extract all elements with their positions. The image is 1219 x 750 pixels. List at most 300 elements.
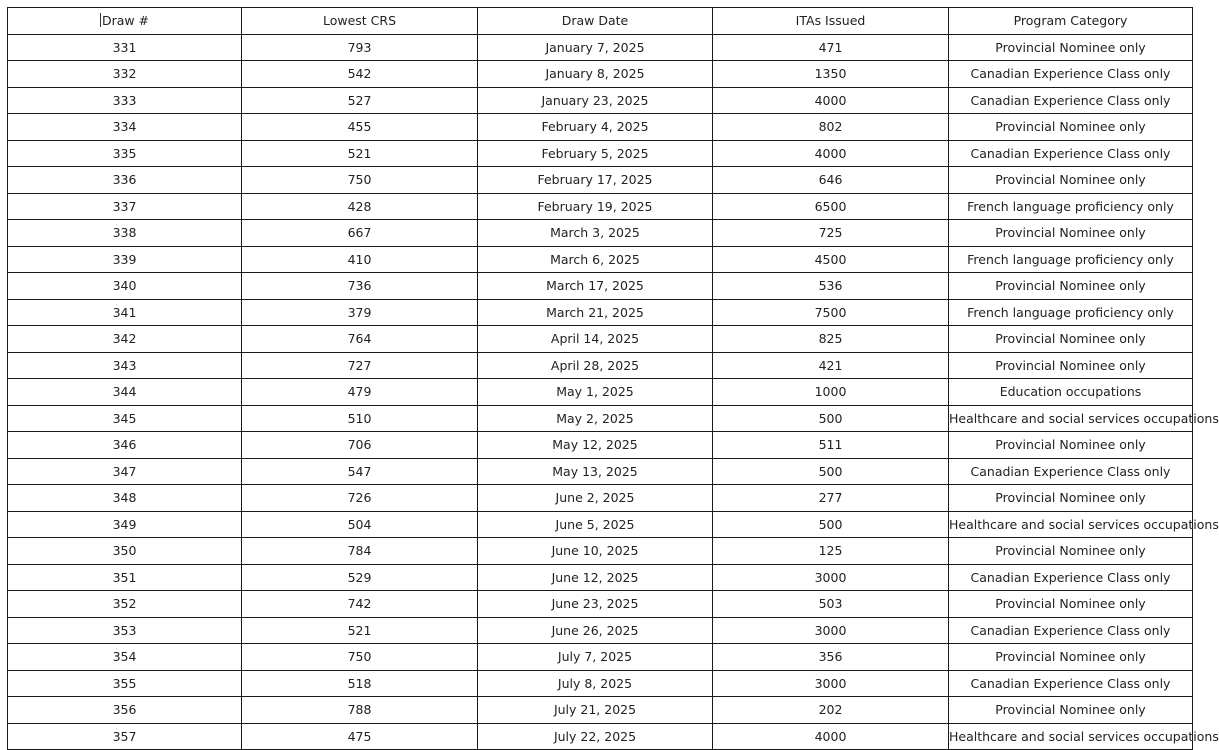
table-row[interactable] (8, 167, 1193, 194)
draw-number-cell[interactable] (8, 273, 242, 300)
itas-issued-cell[interactable] (713, 538, 949, 565)
itas-issued-cell[interactable] (713, 114, 949, 141)
itas-issued-cell[interactable] (713, 670, 949, 697)
itas-issued-cell[interactable] (713, 723, 949, 750)
column-header-label: Draw Date (561, 13, 629, 29)
cell-text: 345 (112, 410, 137, 426)
cell-text: 764 (347, 331, 372, 347)
table-row[interactable] (8, 511, 1193, 538)
table-row[interactable] (8, 34, 1193, 61)
lowest-crs-cell[interactable] (242, 246, 478, 273)
table-row[interactable] (8, 299, 1193, 326)
cell-text: 706 (347, 437, 372, 453)
cell-text: March 21, 2025 (546, 304, 644, 320)
draw-date-cell[interactable] (478, 379, 713, 406)
lowest-crs-cell[interactable] (242, 670, 478, 697)
lowest-crs-cell[interactable] (242, 167, 478, 194)
table-header (8, 8, 1193, 35)
cell-text: Provincial Nominee only (995, 596, 1146, 612)
cell-text: 125 (818, 543, 843, 559)
table-row[interactable] (8, 564, 1193, 591)
cell-text: Canadian Experience Class only (970, 145, 1171, 161)
itas-issued-cell[interactable] (713, 220, 949, 247)
cell-text: February 5, 2025 (541, 145, 649, 161)
cell-text: February 4, 2025 (541, 119, 649, 135)
cell-text: 4000 (814, 145, 847, 161)
lowest-crs-cell[interactable] (242, 723, 478, 750)
column-header-program-category[interactable] (949, 8, 1193, 35)
draw-date-cell[interactable] (478, 61, 713, 88)
draw-date-cell[interactable] (478, 405, 713, 432)
cell-text: Provincial Nominee only (995, 119, 1146, 135)
draw-number-cell[interactable] (8, 114, 242, 141)
program-category-cell[interactable] (949, 326, 1193, 353)
draw-number-cell[interactable] (8, 379, 242, 406)
cell-text: Canadian Experience Class only (970, 463, 1171, 479)
table-row[interactable] (8, 193, 1193, 220)
lowest-crs-cell[interactable] (242, 511, 478, 538)
cell-text: 3000 (814, 622, 847, 638)
express-entry-draws-table (7, 7, 1219, 750)
cell-text: 410 (347, 251, 372, 267)
cell-text: January 23, 2025 (541, 92, 649, 108)
lowest-crs-cell[interactable] (242, 352, 478, 379)
program-category-cell[interactable] (949, 193, 1193, 220)
draw-number-cell[interactable] (8, 326, 242, 353)
lowest-crs-cell[interactable] (242, 538, 478, 565)
cell-text: Healthcare and social services occupations (949, 728, 1219, 744)
cell-text: 332 (112, 66, 137, 82)
draw-number-cell[interactable] (8, 220, 242, 247)
itas-issued-cell[interactable] (713, 246, 949, 273)
cell-text: 348 (112, 490, 137, 506)
table-row[interactable] (8, 432, 1193, 459)
table-row[interactable] (8, 405, 1193, 432)
program-category-cell[interactable] (949, 432, 1193, 459)
cell-text: June 2, 2025 (555, 490, 635, 506)
itas-issued-cell[interactable] (713, 352, 949, 379)
column-header-draw-date[interactable] (478, 8, 713, 35)
cell-text: Healthcare and social services occupations (949, 410, 1219, 426)
cell-text: 336 (112, 172, 137, 188)
draw-number-cell[interactable] (8, 34, 242, 61)
draw-date-cell[interactable] (478, 591, 713, 618)
draw-date-cell[interactable] (478, 140, 713, 167)
cell-text: 742 (347, 596, 372, 612)
table-row[interactable] (8, 220, 1193, 247)
program-category-cell[interactable] (949, 697, 1193, 724)
cell-text: February 19, 2025 (537, 198, 653, 214)
program-category-cell[interactable] (949, 617, 1193, 644)
table-row[interactable] (8, 697, 1193, 724)
cell-text: Provincial Nominee only (995, 331, 1146, 347)
cell-text: French language proficiency only (967, 304, 1174, 320)
cell-text: 3000 (814, 569, 847, 585)
cell-text: 331 (112, 39, 137, 55)
draw-number-cell[interactable] (8, 193, 242, 220)
cell-text: 504 (347, 516, 372, 532)
cell-text: 277 (818, 490, 843, 506)
cell-text: May 13, 2025 (552, 463, 638, 479)
column-header-label: Lowest CRS (322, 13, 397, 29)
lowest-crs-cell[interactable] (242, 405, 478, 432)
program-category-cell[interactable] (949, 538, 1193, 565)
cell-text: 455 (347, 119, 372, 135)
cell-text: 7500 (814, 304, 847, 320)
cell-text: 1350 (814, 66, 847, 82)
cell-text: 521 (347, 622, 372, 638)
cell-text: Provincial Nominee only (995, 649, 1146, 665)
draw-number-cell[interactable] (8, 405, 242, 432)
cell-text: June 23, 2025 (551, 596, 639, 612)
draw-number-cell[interactable] (8, 432, 242, 459)
cell-text: 344 (112, 384, 137, 400)
cell-text: March 3, 2025 (550, 225, 640, 241)
cell-text: Canadian Experience Class only (970, 92, 1171, 108)
table-row[interactable] (8, 591, 1193, 618)
table-row[interactable] (8, 538, 1193, 565)
itas-issued-cell[interactable] (713, 432, 949, 459)
draw-date-cell[interactable] (478, 193, 713, 220)
cell-text: 354 (112, 649, 137, 665)
draw-number-cell[interactable] (8, 697, 242, 724)
cell-text: Provincial Nominee only (995, 225, 1146, 241)
cell-text: 511 (818, 437, 843, 453)
cell-text: French language proficiency only (967, 198, 1174, 214)
itas-issued-cell[interactable] (713, 61, 949, 88)
cell-text: 529 (347, 569, 372, 585)
draw-date-cell[interactable] (478, 723, 713, 750)
cell-text: 379 (347, 304, 372, 320)
table-row[interactable] (8, 140, 1193, 167)
cell-text: April 14, 2025 (550, 331, 640, 347)
draw-number-cell[interactable] (8, 538, 242, 565)
cell-text: 6500 (814, 198, 847, 214)
itas-issued-cell[interactable] (713, 140, 949, 167)
cell-text: 750 (347, 649, 372, 665)
lowest-crs-cell[interactable] (242, 193, 478, 220)
draw-number-cell[interactable] (8, 564, 242, 591)
cell-text: 4000 (814, 728, 847, 744)
cell-text: February 17, 2025 (537, 172, 653, 188)
draw-number-cell[interactable] (8, 61, 242, 88)
program-category-cell[interactable] (949, 670, 1193, 697)
cell-text: Canadian Experience Class only (970, 675, 1171, 691)
itas-issued-cell[interactable] (713, 299, 949, 326)
program-category-cell[interactable] (949, 87, 1193, 114)
cell-text: 346 (112, 437, 137, 453)
cell-text: July 21, 2025 (553, 702, 637, 718)
cell-text: June 10, 2025 (551, 543, 639, 559)
cell-text: July 22, 2025 (553, 728, 637, 744)
draw-date-cell[interactable] (478, 246, 713, 273)
cell-text: 536 (818, 278, 843, 294)
draw-date-cell[interactable] (478, 538, 713, 565)
program-category-cell[interactable] (949, 34, 1193, 61)
cell-text: 340 (112, 278, 137, 294)
table-row[interactable] (8, 114, 1193, 141)
draw-date-cell[interactable] (478, 458, 713, 485)
cell-text: 471 (818, 39, 843, 55)
itas-issued-cell[interactable] (713, 458, 949, 485)
program-category-cell[interactable] (949, 405, 1219, 432)
itas-issued-cell[interactable] (713, 87, 949, 114)
cell-text: 825 (818, 331, 843, 347)
lowest-crs-cell[interactable] (242, 61, 478, 88)
draw-date-cell[interactable] (478, 326, 713, 353)
cell-text: 339 (112, 251, 137, 267)
table-row[interactable] (8, 458, 1193, 485)
draw-date-cell[interactable] (478, 352, 713, 379)
cell-text: Canadian Experience Class only (970, 569, 1171, 585)
draw-number-cell[interactable] (8, 352, 242, 379)
cell-text: 356 (818, 649, 843, 665)
cell-text: French language proficiency only (967, 251, 1174, 267)
program-category-cell[interactable] (949, 140, 1193, 167)
draw-number-cell[interactable] (8, 458, 242, 485)
table-row[interactable] (8, 617, 1193, 644)
column-header-draw-number[interactable] (8, 8, 242, 35)
draw-number-cell[interactable] (8, 87, 242, 114)
draw-date-cell[interactable] (478, 511, 713, 538)
program-category-cell[interactable] (949, 246, 1193, 273)
table-row[interactable] (8, 87, 1193, 114)
cell-text: 547 (347, 463, 372, 479)
cell-text: Provincial Nominee only (995, 278, 1146, 294)
program-category-cell[interactable] (949, 114, 1193, 141)
lowest-crs-cell[interactable] (242, 87, 478, 114)
program-category-cell[interactable] (949, 273, 1193, 300)
lowest-crs-cell[interactable] (242, 485, 478, 512)
cell-text: 428 (347, 198, 372, 214)
cell-text: 202 (818, 702, 843, 718)
lowest-crs-cell[interactable] (242, 220, 478, 247)
cell-text: 518 (347, 675, 372, 691)
cell-text: 342 (112, 331, 137, 347)
column-header-label: ITAs Issued (795, 13, 866, 29)
itas-issued-cell[interactable] (713, 511, 949, 538)
cell-text: 4500 (814, 251, 847, 267)
lowest-crs-cell[interactable] (242, 379, 478, 406)
cell-text: June 5, 2025 (555, 516, 635, 532)
cell-text: 355 (112, 675, 137, 691)
table-row[interactable] (8, 670, 1193, 697)
lowest-crs-cell[interactable] (242, 326, 478, 353)
cell-text: 725 (818, 225, 843, 241)
express-entry-draws-table-container (7, 7, 1219, 744)
lowest-crs-cell[interactable] (242, 564, 478, 591)
itas-issued-cell[interactable] (713, 617, 949, 644)
lowest-crs-cell[interactable] (242, 697, 478, 724)
cell-text: March 17, 2025 (546, 278, 644, 294)
program-category-cell[interactable] (949, 723, 1219, 750)
table-row[interactable] (8, 379, 1193, 406)
program-category-cell[interactable] (949, 167, 1193, 194)
cell-text: 510 (347, 410, 372, 426)
cell-text: 667 (347, 225, 372, 241)
draw-date-cell[interactable] (478, 87, 713, 114)
program-category-cell[interactable] (949, 220, 1193, 247)
cell-text: Provincial Nominee only (995, 490, 1146, 506)
table-body (8, 34, 1219, 750)
itas-issued-cell[interactable] (713, 167, 949, 194)
table-row[interactable] (8, 723, 1193, 750)
itas-issued-cell[interactable] (713, 591, 949, 618)
program-category-cell[interactable] (949, 511, 1219, 538)
draw-date-cell[interactable] (478, 273, 713, 300)
draw-number-cell[interactable] (8, 644, 242, 671)
cell-text: 349 (112, 516, 137, 532)
program-category-cell[interactable] (949, 485, 1193, 512)
cell-text: Provincial Nominee only (995, 357, 1146, 373)
cell-text: 500 (818, 410, 843, 426)
lowest-crs-cell[interactable] (242, 617, 478, 644)
draw-date-cell[interactable] (478, 220, 713, 247)
itas-issued-cell[interactable] (713, 34, 949, 61)
itas-issued-cell[interactable] (713, 697, 949, 724)
table-row[interactable] (8, 485, 1193, 512)
table-row[interactable] (8, 644, 1193, 671)
cell-text: 503 (818, 596, 843, 612)
cell-text: 788 (347, 702, 372, 718)
cell-text: Provincial Nominee only (995, 702, 1146, 718)
cell-text: 4000 (814, 92, 847, 108)
draw-number-cell[interactable] (8, 167, 242, 194)
itas-issued-cell[interactable] (713, 193, 949, 220)
draw-number-cell[interactable] (8, 511, 242, 538)
cell-text: June 26, 2025 (551, 622, 639, 638)
table-row[interactable] (8, 273, 1193, 300)
lowest-crs-cell[interactable] (242, 114, 478, 141)
cell-text: Canadian Experience Class only (970, 66, 1171, 82)
cell-text: 727 (347, 357, 372, 373)
itas-issued-cell[interactable] (713, 405, 949, 432)
draw-date-cell[interactable] (478, 564, 713, 591)
cell-text: 750 (347, 172, 372, 188)
itas-issued-cell[interactable] (713, 564, 949, 591)
cell-text: March 6, 2025 (550, 251, 640, 267)
column-header-itas-issued[interactable] (713, 8, 949, 35)
draw-date-cell[interactable] (478, 670, 713, 697)
draw-number-cell[interactable] (8, 299, 242, 326)
draw-date-cell[interactable] (478, 34, 713, 61)
cell-text: 793 (347, 39, 372, 55)
itas-issued-cell[interactable] (713, 485, 949, 512)
header-row (8, 8, 1193, 35)
cell-text: 1000 (814, 384, 847, 400)
cell-text: April 28, 2025 (550, 357, 640, 373)
cell-text: Canadian Experience Class only (970, 622, 1171, 638)
lowest-crs-cell[interactable] (242, 34, 478, 61)
cell-text: Provincial Nominee only (995, 437, 1146, 453)
cell-text: 347 (112, 463, 137, 479)
lowest-crs-cell[interactable] (242, 299, 478, 326)
cell-text: May 12, 2025 (552, 437, 638, 453)
cell-text: 421 (818, 357, 843, 373)
draw-number-cell[interactable] (8, 723, 242, 750)
program-category-cell[interactable] (949, 61, 1193, 88)
column-header-label: Program Category (1013, 13, 1128, 29)
cell-text: Education occupations (999, 384, 1142, 400)
lowest-crs-cell[interactable] (242, 458, 478, 485)
cell-text: June 12, 2025 (551, 569, 639, 585)
cell-text: 802 (818, 119, 843, 135)
cell-text: 726 (347, 490, 372, 506)
cell-text: Provincial Nominee only (995, 172, 1146, 188)
itas-issued-cell[interactable] (713, 326, 949, 353)
draw-number-cell[interactable] (8, 246, 242, 273)
column-header-label: Draw # (101, 13, 150, 29)
draw-date-cell[interactable] (478, 617, 713, 644)
lowest-crs-cell[interactable] (242, 644, 478, 671)
draw-date-cell[interactable] (478, 299, 713, 326)
program-category-cell[interactable] (949, 564, 1193, 591)
draw-date-cell[interactable] (478, 485, 713, 512)
cell-text: July 7, 2025 (557, 649, 633, 665)
cell-text: 521 (347, 145, 372, 161)
itas-issued-cell[interactable] (713, 644, 949, 671)
program-category-cell[interactable] (949, 644, 1193, 671)
lowest-crs-cell[interactable] (242, 140, 478, 167)
draw-date-cell[interactable] (478, 167, 713, 194)
cell-text: January 7, 2025 (545, 39, 645, 55)
lowest-crs-cell[interactable] (242, 591, 478, 618)
cell-text: 351 (112, 569, 137, 585)
cell-text: 475 (347, 728, 372, 744)
draw-number-cell[interactable] (8, 617, 242, 644)
cell-text: 338 (112, 225, 137, 241)
text-cursor-icon (100, 13, 101, 27)
cell-text: 527 (347, 92, 372, 108)
draw-number-cell[interactable] (8, 485, 242, 512)
cell-text: May 2, 2025 (556, 410, 634, 426)
draw-number-cell[interactable] (8, 591, 242, 618)
cell-text: 784 (347, 543, 372, 559)
cell-text: 500 (818, 516, 843, 532)
cell-text: May 1, 2025 (556, 384, 634, 400)
cell-text: Provincial Nominee only (995, 39, 1146, 55)
itas-issued-cell[interactable] (713, 273, 949, 300)
cell-text: 337 (112, 198, 137, 214)
itas-issued-cell[interactable] (713, 379, 949, 406)
cell-text: 352 (112, 596, 137, 612)
cell-text: 350 (112, 543, 137, 559)
table-row[interactable] (8, 61, 1193, 88)
program-category-cell[interactable] (949, 352, 1193, 379)
draw-date-cell[interactable] (478, 697, 713, 724)
cell-text: 341 (112, 304, 137, 320)
cell-text: 500 (818, 463, 843, 479)
draw-date-cell[interactable] (478, 114, 713, 141)
table-row[interactable] (8, 352, 1193, 379)
program-category-cell[interactable] (949, 458, 1193, 485)
cell-text: 479 (347, 384, 372, 400)
draw-date-cell[interactable] (478, 644, 713, 671)
column-header-lowest-crs[interactable] (242, 8, 478, 35)
cell-text: 353 (112, 622, 137, 638)
draw-date-cell[interactable] (478, 432, 713, 459)
draw-number-cell[interactable] (8, 670, 242, 697)
program-category-cell[interactable] (949, 379, 1193, 406)
cell-text: July 8, 2025 (557, 675, 633, 691)
table-row[interactable] (8, 326, 1193, 353)
table-row[interactable] (8, 246, 1193, 273)
lowest-crs-cell[interactable] (242, 273, 478, 300)
program-category-cell[interactable] (949, 591, 1193, 618)
lowest-crs-cell[interactable] (242, 432, 478, 459)
draw-number-cell[interactable] (8, 140, 242, 167)
program-category-cell[interactable] (949, 299, 1193, 326)
